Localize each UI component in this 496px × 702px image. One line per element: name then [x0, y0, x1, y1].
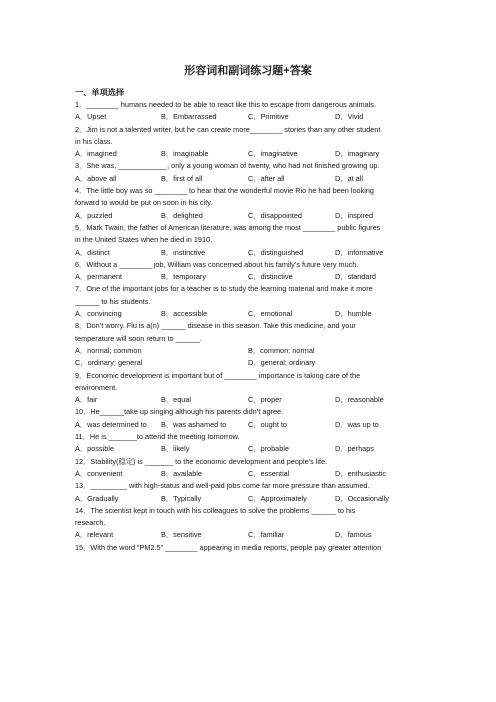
option-choice: D．Occasionally — [335, 493, 389, 503]
option-choice: D．standard — [335, 272, 376, 282]
option-choice: C．distinguished — [248, 247, 304, 257]
question-text: in the United States when he died in 1910. — [75, 235, 213, 245]
option-choice: B．accessible — [161, 309, 208, 319]
option-choice: A．puzzled — [75, 210, 113, 220]
question-text: temperature will soon return to ______. — [75, 333, 202, 343]
option-choice: D．at all — [335, 173, 363, 183]
question-text: 11．He is _______to attend the meeting tomorrow. — [75, 432, 240, 442]
option-choice: A．convenient — [75, 468, 123, 478]
options-row — [75, 247, 425, 259]
option-choice: D．famous — [335, 530, 372, 540]
option-choice: D．was up to — [335, 419, 379, 429]
question-text: 12．Stability(稳定) is _______ to the economic development and people’s life. — [75, 456, 328, 466]
option-choice: B．sensitive — [161, 530, 202, 540]
options-row — [75, 493, 425, 505]
question-text: 8．Don’t worry. Flu is a(n) ______ disease in this season. Take this medicine, and your — [75, 321, 356, 331]
options-row — [75, 468, 425, 480]
option-choice: A．Upset — [75, 112, 107, 122]
option-choice: B．temporary — [161, 272, 207, 282]
question-text: 1．________ humans needed to be able to react like this to escape from dangerous animals. — [75, 100, 376, 109]
question-text: 13．_________ with high-status and well-paid jobs come far more pressure than assumed. — [75, 481, 370, 491]
option-choice: A．convincing — [75, 309, 122, 319]
question-item — [75, 406, 425, 431]
question-text: forward to would be put on soon in his city. — [75, 198, 213, 208]
question-text: 15．With the word “PM2.5” ________ appearing in media reports, people pay greater attention — [75, 542, 382, 552]
option-choice: C．imaginative — [248, 149, 298, 159]
options-row — [75, 271, 425, 283]
option-choice: C．ought to — [248, 419, 287, 429]
options-row — [75, 357, 425, 369]
options-row — [75, 394, 425, 406]
options-row — [75, 443, 425, 455]
question-text: in his class. — [75, 136, 113, 146]
option-choice: C．familiar — [248, 530, 285, 540]
option-choice: D．Vivid — [335, 112, 364, 122]
question-text: 4．The little boy was so ________ to hear that the wonderful movie Rio he had been looking — [75, 186, 374, 196]
option-choice: A．permanent — [75, 272, 123, 282]
options-row — [75, 111, 425, 123]
option-choice: B．delighted — [161, 210, 203, 220]
option-choice: B．first of all — [161, 173, 203, 183]
option-choice: C．emotional — [248, 309, 293, 319]
option-choice: A．Gradually — [75, 493, 119, 503]
options-row — [75, 419, 425, 431]
option-choice: A．relevant — [75, 530, 114, 540]
option-choice: B．Embarrassed — [161, 112, 217, 122]
option-choice: C．distinctive — [248, 272, 293, 282]
question-item — [75, 505, 425, 542]
question-item — [75, 431, 425, 456]
question-item — [75, 283, 425, 320]
question-item — [75, 124, 425, 161]
question-item — [75, 185, 425, 222]
options-row — [75, 308, 425, 320]
option-choice: B．was ashamed to — [161, 419, 227, 429]
option-choice: C．proper — [248, 395, 282, 405]
option-choice: B．available — [161, 468, 202, 478]
option-choice: A．was determined to — [75, 419, 147, 429]
option-choice: D．humble — [335, 309, 372, 319]
option-choice: C．after all — [248, 173, 285, 183]
option-choice: A．possible — [75, 444, 114, 454]
option-choice: B．likely — [161, 444, 190, 454]
question-item — [75, 99, 425, 124]
option-choice: A．fair — [75, 395, 98, 405]
option-choice: C．essential — [248, 468, 290, 478]
question-text: 3．She was, ____________, only a young woman of twenty, who had not finished growing up. — [75, 161, 380, 171]
option-choice: C．ordinary; general — [75, 358, 143, 368]
question-item — [75, 160, 425, 185]
question-text: ______ to his students. — [75, 296, 151, 306]
option-choice: C．probable — [248, 444, 289, 454]
question-text: 9．Economic development is important but of ________ importance is taking care of the — [75, 370, 361, 380]
question-item — [75, 222, 425, 259]
question-text: 5．Mark Twain, the father of American literature, was among the most ________ public figures — [75, 222, 381, 232]
question-text: 14．The scientist kept in touch with his colleagues to solve the problems ______ to his — [75, 505, 356, 515]
question-item — [75, 370, 425, 407]
question-item — [75, 320, 425, 369]
option-choice: A．normal; common — [75, 345, 142, 355]
question-text: 2．Jim is not a talented writer, but he can create more________ stories than any other student — [75, 124, 381, 134]
question-text: environment. — [75, 382, 118, 392]
question-item — [75, 542, 425, 554]
question-item — [75, 259, 425, 284]
question-list — [75, 99, 425, 554]
option-choice: D．imaginary — [335, 149, 380, 159]
option-choice: A．distinct — [75, 247, 110, 257]
question-text: 10．He______take up singing although his parents didn’t agree. — [75, 407, 284, 417]
page-title: 形容词和副词练习题+答案 — [184, 65, 312, 77]
option-choice: B．Typically — [161, 493, 202, 503]
options-row — [75, 148, 425, 160]
option-choice: C．Primitive — [248, 112, 289, 122]
option-choice: C．Approximately — [248, 493, 307, 503]
options-row — [75, 345, 425, 357]
options-row — [75, 210, 425, 222]
option-choice: D．informative — [335, 247, 384, 257]
option-choice: D．reasonable — [335, 395, 384, 405]
question-item — [75, 480, 425, 505]
section-heading: 一、单项选择 — [75, 88, 125, 97]
option-choice: D．general; ordinary — [248, 358, 316, 368]
option-choice: D．enthusiastic — [335, 468, 387, 478]
option-choice: C．disappointed — [248, 210, 302, 220]
option-choice: B．imaginable — [161, 149, 209, 159]
question-item — [75, 456, 425, 481]
question-text: research. — [75, 518, 106, 528]
question-text: 6．Without a ________ job, William was concerned about his family’s future very much. — [75, 259, 359, 269]
option-choice: B．instinctive — [161, 247, 206, 257]
option-choice: D．inspired — [335, 210, 374, 220]
option-choice: B．common; normal — [248, 345, 315, 355]
question-text: 7．One of the important jobs for a teacher is to study the learning material and make it more — [75, 284, 373, 294]
options-row — [75, 173, 425, 185]
option-choice: A．imagined — [75, 149, 117, 159]
option-choice: A．above all — [75, 173, 117, 183]
option-choice: B．equal — [161, 395, 192, 405]
options-row — [75, 529, 425, 541]
option-choice: D．perhaps — [335, 444, 374, 454]
